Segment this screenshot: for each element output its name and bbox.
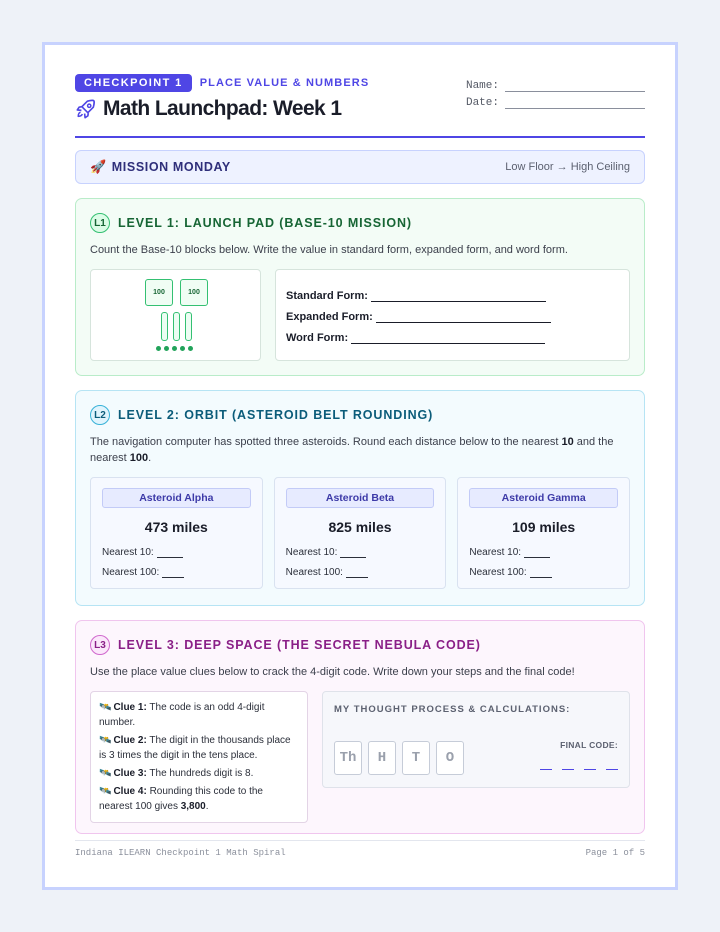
- nearest-100-blank[interactable]: [346, 570, 368, 578]
- asteroid-distance: 825 miles: [328, 519, 392, 535]
- level-1-header: [90, 213, 630, 233]
- final-code-label: FINAL CODE:: [560, 740, 618, 750]
- topic-label: PLACE VALUE & NUMBERS: [199, 77, 370, 89]
- desc-text: and the nearest: [90, 436, 614, 464]
- clue-label: Clue 4:: [113, 786, 147, 797]
- ten-rod: [173, 312, 180, 341]
- asteroid-name: Asteroid Beta: [286, 488, 435, 508]
- clue-item: [99, 784, 299, 814]
- clue-item: [99, 733, 299, 763]
- mission-title: MISSION MONDAY: [111, 160, 231, 174]
- date-blank[interactable]: [505, 99, 645, 109]
- final-code-slots: [540, 762, 618, 770]
- hundred-block: 100: [145, 279, 173, 306]
- page-footer: [75, 840, 645, 858]
- asteroid-cards: [90, 477, 630, 589]
- code-digit-slot[interactable]: [584, 762, 596, 770]
- level-3-description: Use the place value clues below to crack the 4-digit code. Write down your steps and the final code!: [90, 666, 575, 678]
- worksheet-page: [42, 42, 678, 890]
- nearest-10-line[interactable]: [102, 547, 251, 558]
- hundreds-box[interactable]: H: [368, 741, 396, 775]
- checkpoint-badge: CHECKPOINT 1: [75, 74, 192, 92]
- desc-text: .: [148, 452, 152, 464]
- nearest-10-label: Nearest 10:: [469, 547, 522, 558]
- clues-box: [90, 691, 308, 823]
- worksheet-header: [75, 45, 645, 138]
- name-line[interactable]: [466, 75, 645, 92]
- nearest-100-blank[interactable]: [530, 570, 552, 578]
- footer-left-text: Indiana ILEARN Checkpoint 1 Math Spiral: [75, 848, 286, 858]
- standard-form-label: Standard Form:: [286, 290, 368, 302]
- nearest-10-line[interactable]: [469, 547, 618, 558]
- one-cube: [156, 346, 161, 351]
- rocket-emoji-icon: 🚀: [90, 159, 107, 174]
- asteroid-card-gamma: [457, 477, 630, 589]
- nearest-10-label: Nearest 10:: [285, 547, 338, 558]
- level-1-description: Count the Base-10 blocks below. Write the value in standard form, expanded form, and word form.: [90, 244, 568, 256]
- nearest-100-line[interactable]: [102, 567, 251, 578]
- hundred-block: 100: [180, 279, 208, 306]
- page-number: Page 1 of 5: [585, 848, 645, 858]
- thousands-box[interactable]: Th: [334, 741, 362, 775]
- clue-text: Rounding this code to the nearest 100 gives: [99, 786, 263, 812]
- asteroid-name: Asteroid Alpha: [102, 488, 251, 508]
- clue-item: [99, 766, 299, 781]
- nearest-10-blank[interactable]: [524, 550, 550, 558]
- satellite-icon: 🛰️: [99, 702, 112, 713]
- name-blank[interactable]: [505, 82, 645, 92]
- nearest-100-label: Nearest 100:: [102, 567, 160, 578]
- asteroid-distance: 473 miles: [144, 519, 208, 535]
- asteroid-card-alpha: [90, 477, 263, 589]
- place-value-boxes: [334, 741, 464, 775]
- clue-label: Clue 3:: [113, 768, 147, 779]
- clue-text: The code is an odd 4-digit number.: [99, 702, 265, 728]
- name-date-block: [466, 75, 645, 109]
- level-3-section: [75, 620, 645, 834]
- level-2-header: [90, 405, 630, 425]
- code-digit-slot[interactable]: [606, 762, 618, 770]
- clue-bold-value: 3,800: [180, 801, 206, 812]
- standard-form-line[interactable]: [286, 281, 619, 302]
- tens-box[interactable]: T: [402, 741, 430, 775]
- asteroid-name: Asteroid Gamma: [469, 488, 618, 508]
- clue-item: [99, 700, 299, 730]
- one-cube: [172, 346, 177, 351]
- clue-label: Clue 2:: [113, 735, 147, 746]
- nearest-10-label: Nearest 10:: [102, 547, 154, 558]
- nearest-100-line[interactable]: [469, 567, 618, 578]
- asteroid-card-beta: [274, 477, 447, 589]
- code-digit-slot[interactable]: [562, 762, 574, 770]
- asteroid-distance: 109 miles: [512, 519, 576, 535]
- clue-label: Clue 1:: [113, 702, 147, 713]
- level-3-body: [90, 691, 630, 823]
- desc-text: The navigation computer has spotted three asteroids. Round each distance below to the nearest: [90, 436, 562, 448]
- word-form-label: Word Form:: [286, 332, 349, 344]
- level-3-badge: L3: [90, 635, 110, 655]
- level-1-title: LEVEL 1: LAUNCH PAD (BASE-10 MISSION): [118, 216, 412, 230]
- forms-answer-box: [275, 269, 630, 361]
- level-2-badge: L2: [90, 405, 110, 425]
- ten-rod: [161, 312, 168, 341]
- date-line[interactable]: [466, 92, 645, 109]
- thought-process-label: MY THOUGHT PROCESS & CALCULATIONS:: [334, 704, 571, 715]
- one-cube: [180, 346, 185, 351]
- level-2-title: LEVEL 2: ORBIT (ASTEROID BELT ROUNDING): [118, 408, 434, 422]
- word-form-blank[interactable]: [351, 335, 545, 344]
- name-label: Name:: [465, 80, 499, 92]
- satellite-icon: 🛰️: [99, 735, 112, 746]
- expanded-form-label: Expanded Form:: [286, 311, 373, 323]
- nearest-100-line[interactable]: [286, 567, 435, 578]
- page-title: Math Launchpad: Week 1: [103, 97, 342, 120]
- level-3-title: LEVEL 3: DEEP SPACE (THE SECRET NEBULA CODE): [118, 638, 481, 652]
- thought-process-box[interactable]: [322, 691, 630, 788]
- one-cube: [188, 346, 193, 351]
- clue-text: The hundreds digit is 8.: [146, 768, 254, 779]
- expanded-form-blank[interactable]: [376, 314, 551, 323]
- level-2-description: [90, 434, 630, 466]
- satellite-icon: 🛰️: [99, 768, 112, 779]
- level-2-section: [75, 390, 645, 606]
- mission-title-group: [90, 159, 231, 175]
- badge-row: [75, 74, 369, 92]
- date-label: Date:: [465, 97, 499, 109]
- base-ten-blocks: [90, 269, 261, 361]
- title-row: [75, 97, 341, 121]
- nearest-10-blank[interactable]: [157, 550, 183, 558]
- expanded-form-line[interactable]: [286, 302, 619, 323]
- nearest-10-line[interactable]: [286, 547, 435, 558]
- one-cube: [164, 346, 169, 351]
- desc-bold-hundred: 100: [129, 452, 149, 464]
- rocket-icon: [75, 98, 97, 120]
- level-1-badge: L1: [90, 213, 110, 233]
- mission-subtitle: Low Floor → High Ceiling: [505, 161, 630, 173]
- nearest-100-label: Nearest 100:: [469, 567, 527, 578]
- ten-rod: [185, 312, 192, 341]
- clue-text: The digit in the thousands place is 3 times the digit in the tens place.: [99, 735, 291, 761]
- desc-bold-ten: 10: [561, 436, 574, 448]
- ones-box[interactable]: O: [436, 741, 464, 775]
- level-3-header: [90, 635, 630, 655]
- mission-banner: [75, 150, 645, 184]
- satellite-icon: 🛰️: [99, 786, 112, 797]
- level-1-section: [75, 198, 645, 376]
- word-form-line[interactable]: [286, 323, 619, 344]
- nearest-100-blank[interactable]: [162, 570, 184, 578]
- nearest-10-blank[interactable]: [340, 550, 366, 558]
- clue-text-end: .: [205, 801, 209, 812]
- nearest-100-label: Nearest 100:: [285, 567, 343, 578]
- code-digit-slot[interactable]: [540, 762, 552, 770]
- standard-form-blank[interactable]: [371, 293, 546, 302]
- level-1-body: [90, 269, 630, 361]
